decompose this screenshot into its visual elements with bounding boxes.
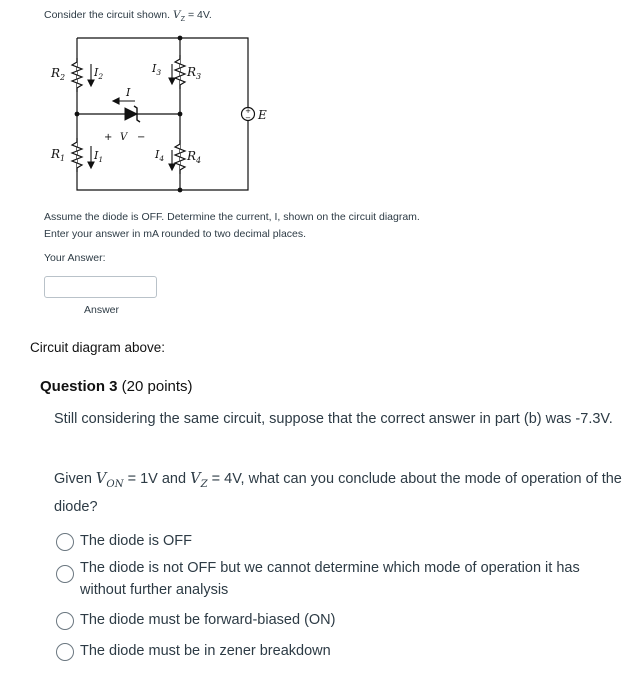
your-answer-label: Your Answer: — [44, 252, 106, 264]
junction-dot — [178, 36, 183, 41]
junction-dot — [75, 112, 80, 117]
resistor-r4 — [175, 140, 185, 174]
label-i: I — [126, 86, 131, 99]
resistor-r2 — [72, 58, 82, 92]
zener-diode — [125, 106, 140, 122]
option-zener-breakdown[interactable]: The diode must be in zener breakdown — [56, 640, 626, 662]
label-r4: $R_4$ — [187, 149, 202, 165]
instruction-line-2: Enter your answer in mA rounded to two decimal places. — [44, 228, 307, 240]
resistor-r1 — [72, 138, 82, 172]
instruction-line-1: Assume the diode is OFF. Determine the current, I, shown on the circuit diagram. — [44, 211, 420, 223]
svg-text:−: − — [245, 114, 251, 122]
junction-dot — [178, 112, 183, 117]
label-v: V — [120, 132, 128, 143]
label-v-minus: − — [137, 132, 146, 143]
resistor-r3 — [175, 55, 185, 89]
radio-button[interactable] — [56, 643, 74, 661]
radio-button[interactable] — [56, 565, 74, 583]
label-e: E — [258, 108, 267, 122]
diagram-caption: Circuit diagram above: — [30, 340, 166, 355]
question-title: Question 3 (20 points) — [40, 378, 193, 395]
label-i3: $I_3$ — [152, 62, 162, 77]
circuit-diagram — [0, 0, 300, 205]
option-forward-biased[interactable]: The diode must be forward-biased (ON) — [56, 609, 626, 631]
radio-button[interactable] — [56, 612, 74, 630]
label-i4: $I_4$ — [155, 148, 165, 163]
label-i2: $I_2$ — [94, 66, 104, 81]
label-r1: $R_1$ — [51, 147, 66, 163]
option-cannot-determine[interactable]: The diode is not OFF but we cannot determine which mode of operation it has without further analysis — [56, 557, 626, 601]
radio-button[interactable] — [56, 533, 74, 551]
label-r3: $R_3$ — [187, 65, 202, 81]
option-diode-off[interactable]: The diode is OFF — [56, 530, 626, 552]
question-prompt: Consider the circuit shown. $V_Z = 4V$. — [44, 9, 212, 24]
label-i1: $I_1$ — [94, 149, 104, 164]
label-r2: $R_2$ — [51, 66, 66, 82]
answer-input[interactable] — [44, 276, 157, 298]
answer-caption: Answer — [84, 304, 120, 316]
voltage-source-e — [242, 107, 255, 122]
question-body: Still considering the same circuit, suppose that the correct answer in part (b) was -7.3V. — [54, 411, 613, 427]
svg-text:+: + — [245, 107, 251, 115]
question-given: Given $V_{ON} = 1V$ and $V_Z = 4V$, what can you conclude about the mode of operation of the diode? — [54, 471, 622, 515]
label-v-plus: + — [104, 132, 113, 143]
junction-dot — [178, 188, 183, 193]
